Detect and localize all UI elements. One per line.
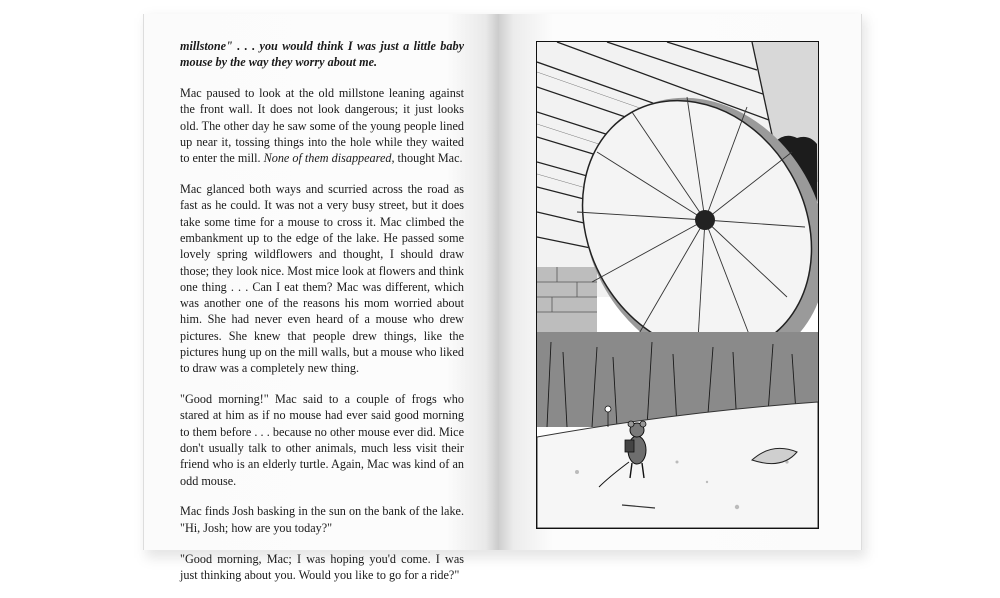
story-paragraph	[180, 503, 464, 536]
left-page	[143, 14, 500, 582]
text-run: None of them disappeared,	[263, 151, 395, 166]
story-paragraph	[180, 551, 464, 584]
right-page	[499, 14, 862, 550]
text-run: "Good morning, Mac; I was hoping you'd come. I was just thinking about you. Would you like to go for a ride?"	[180, 551, 464, 582]
text-run: millstone" . . . you would think I was just a little baby mouse by the way they worry about me.	[180, 39, 464, 70]
story-paragraph	[180, 391, 464, 489]
illustration-drawing	[537, 42, 818, 528]
text-run: "Good morning!" Mac said to a couple of frogs who stared at him as if no mouse had ever said good morning to them before . . . because no other mouse ever did. Mice don't usually talk to other animals, much less visit their friend who is an elderly turtle. Again, Mac was kind of an odd mouse.	[180, 392, 464, 488]
text-run: Mac paused to look at the old millstone leaning against the front wall. It does not look dangerous; it just looks old. The other day he saw some of the young people lined up near it, tossing things into the hole while they waited to enter the mill.	[180, 86, 464, 166]
story-paragraph	[180, 38, 464, 71]
text-run: Mac finds Josh basking in the sun on the bank of the lake. "Hi, Josh; how are you today?"	[180, 504, 464, 535]
text-run: thought Mac.	[394, 151, 463, 166]
mouse-backpack	[625, 440, 634, 452]
millstone-hole	[695, 210, 715, 230]
story-text	[180, 38, 464, 598]
text-run: Mac glanced both ways and scurried across the road as fast as he could. It was not a very busy street, but it does take some time for a mouse to cross it. Mac climbed the embankment up to the edge of the lake. He passed some lovely spring wildflowers and thought, I should draw those; they look nice. Most mice look at flowers and think one thing . . . Can I eat them? Mac was different, which was another one of the reasons his mom worried about him. She had never even heard of a mouse who drew pictures. She knew that people drew things, like the pictures hung up on the mill walls, but a mouse who liked to draw was a completely new thing.	[180, 182, 464, 376]
millstone-illustration	[536, 41, 819, 529]
story-paragraph	[180, 85, 464, 166]
story-paragraph	[180, 181, 464, 377]
